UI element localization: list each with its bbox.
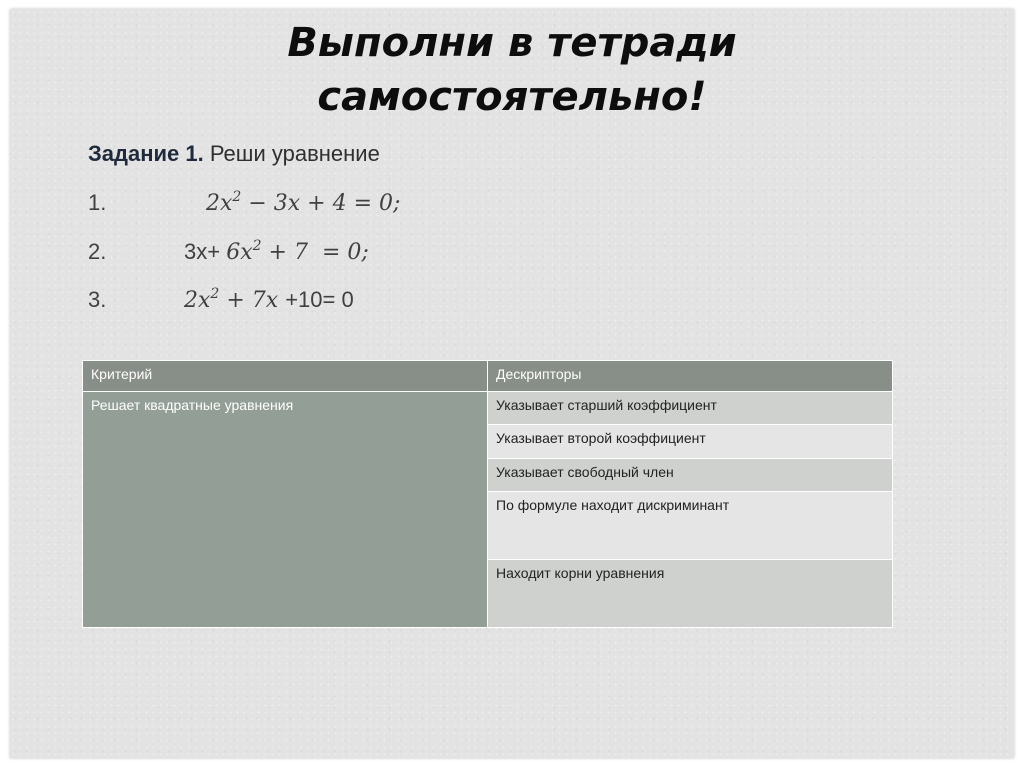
equation-2 — [88, 239, 369, 265]
table-row — [83, 392, 893, 425]
equation-number: 1. — [88, 190, 107, 215]
descriptor-cell: По формуле находит дискриминант — [488, 492, 893, 560]
header-criterion: Критерий — [83, 361, 488, 392]
table-header-row — [83, 361, 893, 392]
descriptor-cell: Указывает свободный член — [488, 459, 893, 492]
criterion-cell: Решает квадратные уравнения — [83, 392, 488, 628]
equation-3 — [88, 287, 354, 313]
descriptor-cell: Указывает старший коэффициент — [488, 392, 893, 425]
equation-number: 2. — [88, 239, 107, 264]
slide-title — [0, 16, 1024, 124]
equation-number: 3. — [88, 287, 107, 312]
title-line-2: самостоятельно! — [317, 74, 707, 120]
descriptor-cell: Находит корни уравнения — [488, 560, 893, 628]
equation-1 — [88, 190, 400, 216]
equation-expression: $3х+ 6x^2 + 7 = 0$; — [184, 238, 369, 265]
equation-expression: $2x^2 + 7x +10= 0$ — [184, 286, 354, 313]
task-heading — [88, 141, 380, 167]
header-descriptors: Дескрипторы — [488, 361, 893, 392]
criteria-table — [82, 360, 893, 628]
task-text: Реши уравнение — [203, 141, 380, 166]
descriptor-cell: Указывает второй коэффициент — [488, 425, 893, 459]
equation-expression: $2x^2 - 3x + 4 = 0$; — [206, 189, 401, 216]
task-label: Задание 1. — [88, 141, 204, 166]
title-line-1: Выполни в тетради — [287, 20, 737, 66]
